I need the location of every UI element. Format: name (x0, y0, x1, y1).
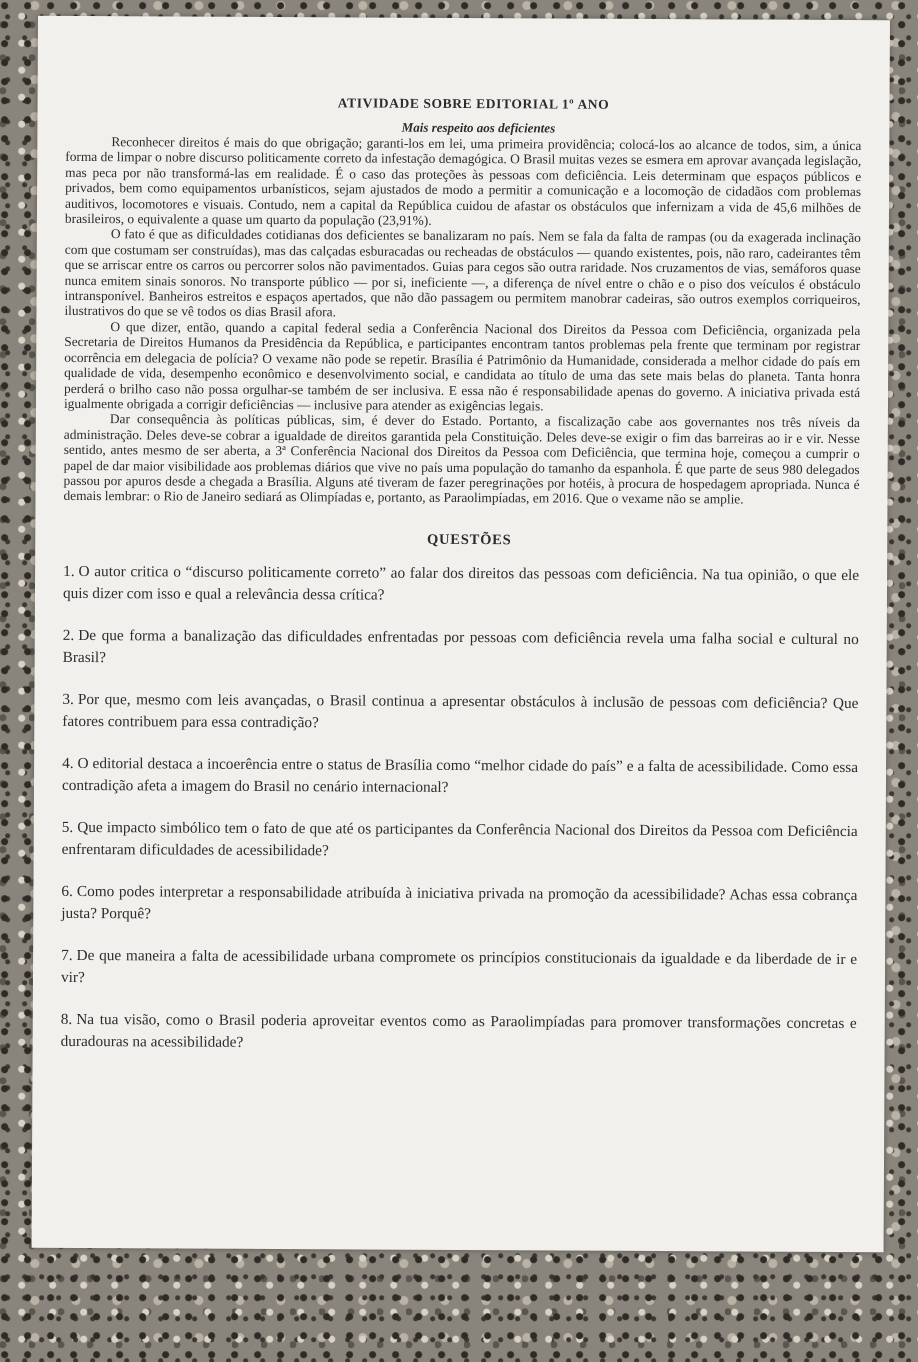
editorial-paragraph: O fato é que as dificuldades cotidianas dos deficientes se banalizaram no país. Nem se fala da falta de rampas (ou da exagerada inclinação com que costumam ser construídas), mas das calçadas esburacadas ou recheadas de obstáculos — quando existentes, pois, não raro, cadeirantes têm que se arriscar entre os carros ou percorrer solos não pavimentados. Guias para cegos são outra raridade. Nos cruzamentos de vias, semáforos quase nunca emitem sinais sonoros. No transporte público — por si, ineficiente —, a diferença de nível entre o chão e o piso dos veículos é obstáculo intransponível. Banheiros estreitos e espaços apertados, que não dão passagem ou permitem manobrar cadeiras, são outros exemplos corriqueiros, ilustrativos do que se vê todos os dias Brasil afora. (64, 226, 861, 320)
question-number: 8. (60, 1010, 73, 1028)
question-text: O autor critica o “discurso politicamente correto” ao falar dos direitos das pessoas com deficiência. Na tua opinião, o que ele quis dizer com isso e qual a relevância dessa crítica? (62, 562, 860, 604)
question-text: De que maneira a falta de acessibilidade urbana compromete os princípios constitucionais da igualdade e da liberdade de ir e vir? (60, 946, 858, 986)
question-number: 3. (62, 690, 74, 708)
editorial-body (63, 134, 861, 508)
question-number: 7. (61, 946, 73, 964)
question-number: 2. (62, 626, 75, 644)
question-text: Na tua visão, como o Brasil poderia aproveitar eventos como as Paraolimpíadas para promover transformações concretas e duradouras na acessibilidade? (60, 1010, 857, 1051)
editorial-paragraph: Dar consequência às políticas públicas, sim, é dever do Estado. Portanto, a fiscalização cabe aos governantes nos três níveis da administração. Deles deve-se cobrar a igualdade de direitos garantida pela Constituição. Deles deve-se exigir o fim das barreiras ao ir e vir. Nesse sentido, antes mesmo de ser aberta, a 3ª Conferência Nacional dos Direitos da Pessoa com Deficiência, que termina hoje, começou a cumprir o papel de dar maior visibilidade aos problemas diários que vive no país uma população do tamanho da espanhola. É que parte de seus 980 delegados passou por apuros desde a chegada a Brasília. Alguns até tiveram de fazer peregrinações por hotéis, à procura de hospedagem apropriada. Nunca é demais lembrar: o Rio de Janeiro sediará as Olimpíadas e, portanto, as Paraolimpíadas, em 2016. Que o vexame não se amplie. (63, 411, 860, 507)
question-text: Por que, mesmo com leis avançadas, o Brasil continua a apresentar obstáculos à inclusão de pessoas com deficiência? Que fatores contribuem para essa contradição? (62, 690, 859, 731)
question-number: 6. (61, 882, 73, 900)
question-number: 1. (63, 562, 75, 580)
editorial-paragraph: Reconhecer direitos é mais do que obrigação; garanti-los em lei, uma primeira providência; colocá-los ao alcance de todos, sim, a única forma de limpar o nobre discurso politicamente correto da infestação demagógica. O Brasil muitas vezes se esmera em aprovar avançada legislação, mas peca por não transformá-las em realidade. É o caso das proteções às pessoas com deficiência. Leis determinam que espaços públicos e privados, bem como equipamentos urbanísticos, sejam ajustados de modo a permitir a comunicação e a locomoção de cidadãos com problemas auditivos, locomotores e visuais. Contudo, nem a capital da República cuidou de afastar os obstáculos que infernizam a vida de 45,6 milhões de brasileiros, o equivalente a quase um quarto da população (23,91%). (64, 134, 862, 228)
question-number: 5. (61, 818, 74, 836)
question-item (61, 1009, 857, 1057)
question-item (63, 625, 859, 673)
question-item (63, 561, 859, 609)
question-text: Que impacto simbólico tem o fato de que até os participantes da Conferência Nacional dos Direitos da Pessoa com Deficiência enfrentaram dificuldades de acessibilidade? (61, 818, 858, 860)
questions-list (61, 561, 860, 1057)
editorial-paragraph: O que dizer, então, quando a capital federal sedia a Conferência Nacional dos Direitos da Pessoa com Deficiência, organizada pela Secretaria de Direitos Humanos da Presidência da República, e participantes encontram tantos problemas pela frente que terminam por registrar ocorrência em delegacia de polícia? O vexame não pode se repetir. Brasília é Patrimônio da Humanidade, considerada a melhor cidade do país em qualidade de vida, desempenho econômico e desenvolvimento social, e candidata ao título de uma das sete mais belas do planeta. Tanta honra perderá o brilho caso não possa orgulhar-se também de ser inclusiva. E essa não é responsabilidade apenas do governo. A iniciativa privada está igualmente obrigada a corrigir deficiências — inclusive para atender as exigências legais. (63, 319, 861, 414)
question-text: Como podes interpretar a responsabilidade atribuída à iniciativa privada na promoção da acessibilidade? Achas essa cobrança justa? Porquê? (61, 882, 858, 923)
document-title: ATIVIDADE SOBRE EDITORIAL 1º ANO (337, 95, 610, 112)
question-item (62, 753, 858, 801)
paper-sheet (32, 16, 890, 1252)
question-item (61, 945, 857, 993)
question-item (62, 817, 858, 865)
question-text: De que forma a banalização das dificuldades enfrentadas por pessoas com deficiência revela uma falha social e cultural no Brasil? (62, 626, 859, 666)
question-text: O editorial destaca a incoerência entre o status de Brasília como “melhor cidade do país” e a falta de acessibilidade. Como essa contradição afeta a imagem do Brasil no cenário internacional? (61, 754, 859, 796)
question-item (62, 689, 858, 737)
question-number: 4. (62, 754, 74, 772)
editorial-subtitle: Mais respeito aos deficientes (401, 119, 556, 136)
questions-heading: QUESTÕES (426, 531, 512, 549)
question-item (61, 881, 857, 929)
